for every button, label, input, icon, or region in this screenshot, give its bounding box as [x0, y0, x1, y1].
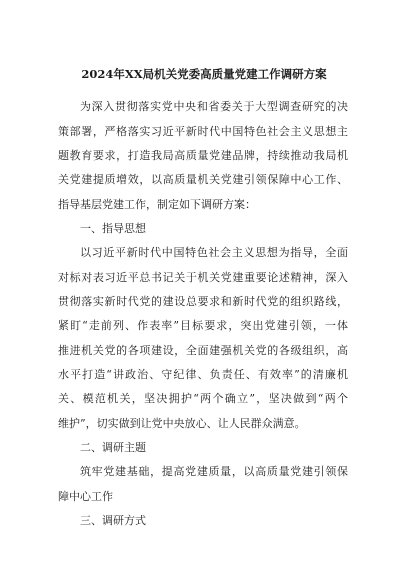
section-heading: 一、指导思想 [80, 222, 146, 235]
section-line: 筑牢党建基础，提高党建质量，以高质量党建引领保 [80, 465, 348, 478]
section-line: 维护”，切实做到让党中央放心、让人民群众满意。 [58, 417, 306, 430]
section-line: 关、模范机关，坚决拥护“两个确立”，坚决做到“两个 [58, 392, 348, 405]
document-title: 2024年XX局机关党委高质量党建工作调研方案 [81, 67, 327, 81]
section-line: 障中心工作 [58, 490, 113, 503]
intro-line: 关党建提质增效，以高质量机关党建引领保障中心工作、 [58, 173, 348, 186]
intro-line: 题教育要求，打造我局高质量党建品牌，持续推动我局机 [58, 149, 348, 162]
intro-line: 指导基层党建工作，制定如下调研方案： [58, 198, 256, 211]
section-line: 推进机关党的各项建设，全面建强机关党的各级组织，高 [58, 344, 348, 357]
section-line: 紧盯“走前列、作表率”目标要求，突出党建引领，一体 [58, 319, 348, 332]
section-line: 水平打造“讲政治、守纪律、负责任、有效率”的清廉机 [58, 368, 348, 381]
section-line: 贯彻落实新时代党的建设总要求和新时代党的组织路线， [58, 295, 348, 308]
intro-line: 策部署，严格落实习近平新时代中国特色社会主义思想主 [58, 125, 348, 138]
section-heading: 三、调研方式 [80, 514, 146, 527]
intro-line: 为深入贯彻落实党中央和省委关于大型调查研究的决 [80, 100, 348, 113]
section-heading: 二、调研主题 [80, 441, 146, 454]
section-line: 对标对表习近平总书记关于机关党建重要论述精神，深入 [58, 271, 348, 284]
section-line: 以习近平新时代中国特色社会主义思想为指导，全面 [80, 246, 348, 259]
